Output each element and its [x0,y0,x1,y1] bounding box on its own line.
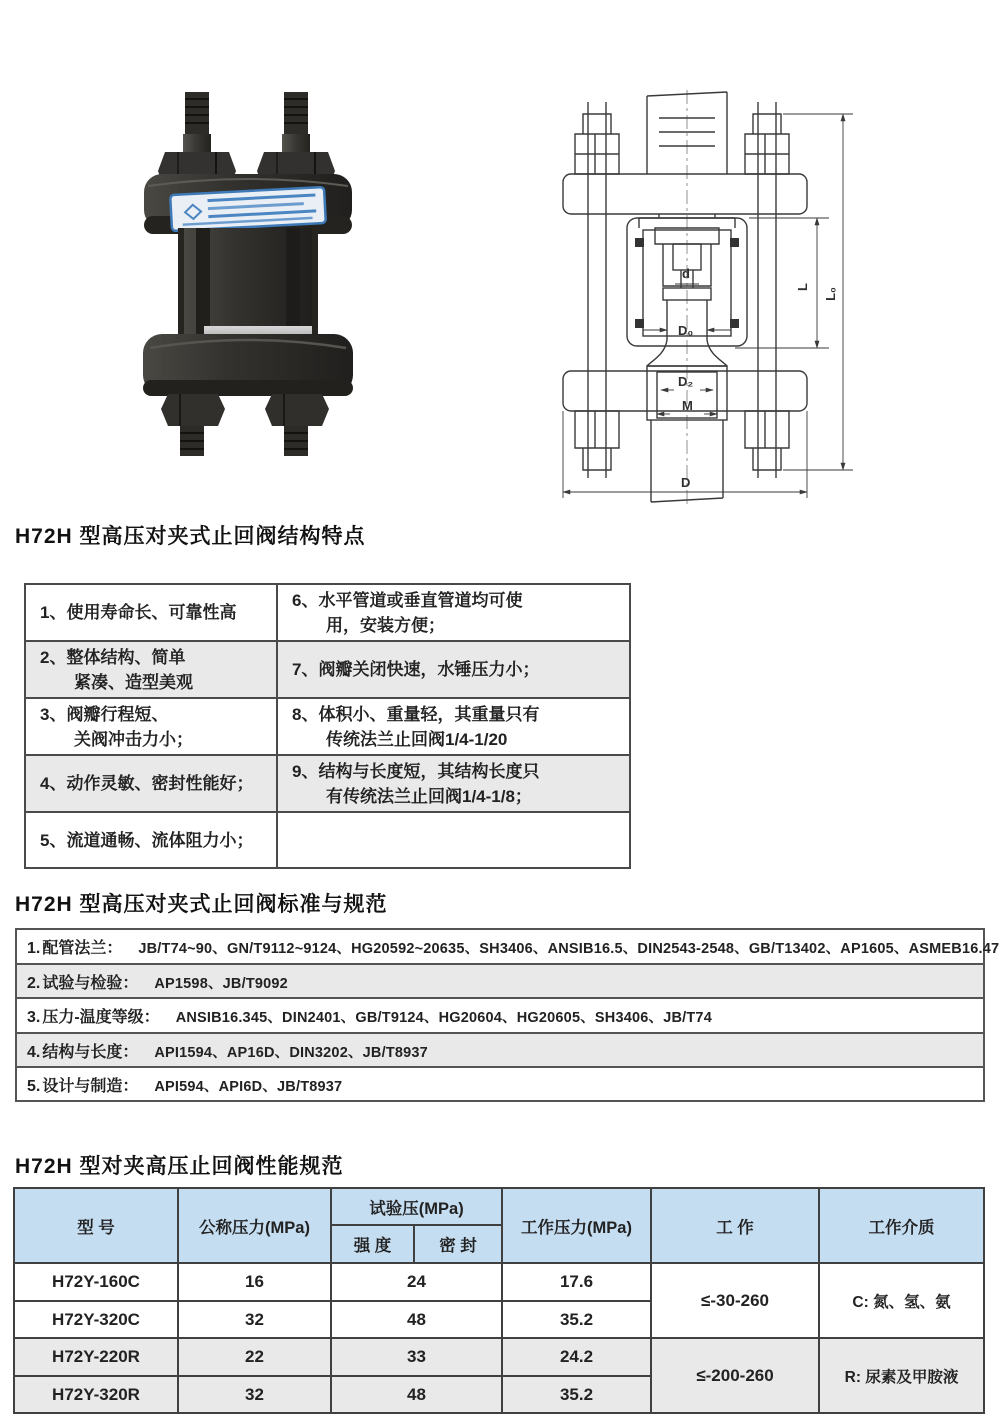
feature-item-9: 9、结构与长度短，其结构长度只 有传统法兰止回阀1/4-1/8； [277,755,630,812]
feature-item-6: 6、水平管道或垂直管道均可使 用，安装方便； [277,584,630,641]
cell-test-pressure: 33 [331,1338,502,1376]
cell-working-pressure: 35.2 [502,1301,651,1338]
standard-design-manufacture: 5. 设计与制造： API594、API6D、JB/T8937 [16,1067,984,1101]
standards-row-1 [16,929,984,964]
feature-cell-empty [277,812,630,868]
dim-label-D0: D₀ [678,323,694,338]
features-row-4 [25,755,630,812]
col-header-strength: 强 度 [331,1225,414,1263]
cell-working-pressure: 24.2 [502,1338,651,1376]
features-row-3 [25,698,630,755]
standards-heading: H72H 型高压对夹式止回阀标准与规范 [15,893,388,916]
col-header-model: 型 号 [14,1188,178,1263]
feature-item-4: 4、动作灵敏、密封性能好； [25,755,277,812]
feature-item-5: 5、流道通畅、流体阻力小； [25,812,277,868]
cell-nominal-pressure: 16 [178,1263,331,1301]
features-row-2 [25,641,630,698]
cell-nominal-pressure: 32 [178,1376,331,1413]
table-row [14,1263,984,1301]
standard-structure-length: 4. 结构与长度： API1594、AP16D、DIN3202、JB/T8937 [16,1033,984,1067]
dim-label-L: L [795,283,810,291]
col-header-nominal-pressure: 公称压力(MPa) [178,1188,331,1263]
standards-row-5 [16,1067,984,1101]
performance-heading: H72H 型对夹高压止回阀性能规范 [15,1155,344,1178]
features-row-5 [25,812,630,868]
cell-working-medium: R: 尿素及甲胺液 [819,1338,984,1413]
cell-model: H72Y-220R [14,1338,178,1376]
valve-technical-drawing [535,88,960,508]
cell-nominal-pressure: 22 [178,1338,331,1376]
dim-label-D2: D₂ [678,374,694,389]
cell-model: H72Y-320R [14,1376,178,1413]
features-row-1 [25,584,630,641]
valve-nameplate [170,187,326,231]
features-heading: H72H 型高压对夹式止回阀结构特点 [15,525,366,548]
standards-row-3 [16,998,984,1033]
standard-flanges: 1. 配管法兰： JB/T74~90、GN/T9112~9124、HG20592~20635、SH3406、ANSIB16.5、DIN2543-2548、GB/T13402、AP1605、ASMEB16.47 [16,929,984,964]
dim-label-d: d [682,266,690,281]
cell-model: H72Y-160C [14,1263,178,1301]
feature-item-3: 3、阀瓣行程短、 关阀冲击力小； [25,698,277,755]
cell-nominal-pressure: 32 [178,1301,331,1338]
features-table [24,583,631,869]
feature-item-2: 2、整体结构、简单 紧凑、造型美观 [25,641,277,698]
col-header-working-pressure: 工作压力(MPa) [502,1188,651,1263]
dim-label-D: D [681,475,691,490]
standard-pressure-temperature: 3. 压力-温度等级： ANSIB16.345、DIN2401、GB/T9124、HG20604、HG20605、SH3406、JB/T74 [16,998,984,1033]
dim-label-M: M [682,398,693,413]
standards-row-2 [16,964,984,998]
standards-row-4 [16,1033,984,1067]
cell-model: H72Y-320C [14,1301,178,1338]
cell-working-pressure: 17.6 [502,1263,651,1301]
feature-item-7: 7、阀瓣关闭快速，水锤压力小； [277,641,630,698]
bottom-studs [161,394,329,456]
cell-test-pressure: 48 [331,1376,502,1413]
cell-test-pressure: 48 [331,1301,502,1338]
col-header-working: 工 作 [651,1188,819,1263]
standards-table [15,928,1000,1102]
bottom-flange [143,334,353,396]
col-header-medium: 工作介质 [819,1188,984,1263]
performance-table [13,1187,985,1414]
dim-label-Lo: L₀ [823,287,838,301]
cell-working-pressure: 35.2 [502,1376,651,1413]
col-header-seal: 密 封 [414,1225,502,1263]
valve-body [178,228,318,347]
cell-test-pressure: 24 [331,1263,502,1301]
feature-item-1: 1、使用寿命长、可靠性高 [25,584,277,641]
cell-working-temperature: ≤-30-260 [651,1263,819,1338]
cell-working-medium: C: 氮、氢、氨 [819,1263,984,1338]
cell-working-temperature: ≤-200-260 [651,1338,819,1413]
table-row [14,1338,984,1376]
col-header-test-pressure: 试验压(MPa) [331,1188,502,1225]
performance-header-row-1 [14,1188,984,1225]
standard-test-inspection: 2. 试验与检验： AP1598、JB/T9092 [16,964,984,998]
feature-item-8: 8、体积小、重量轻，其重量只有 传统法兰止回阀1/4-1/20 [277,698,630,755]
valve-photo [138,90,358,460]
